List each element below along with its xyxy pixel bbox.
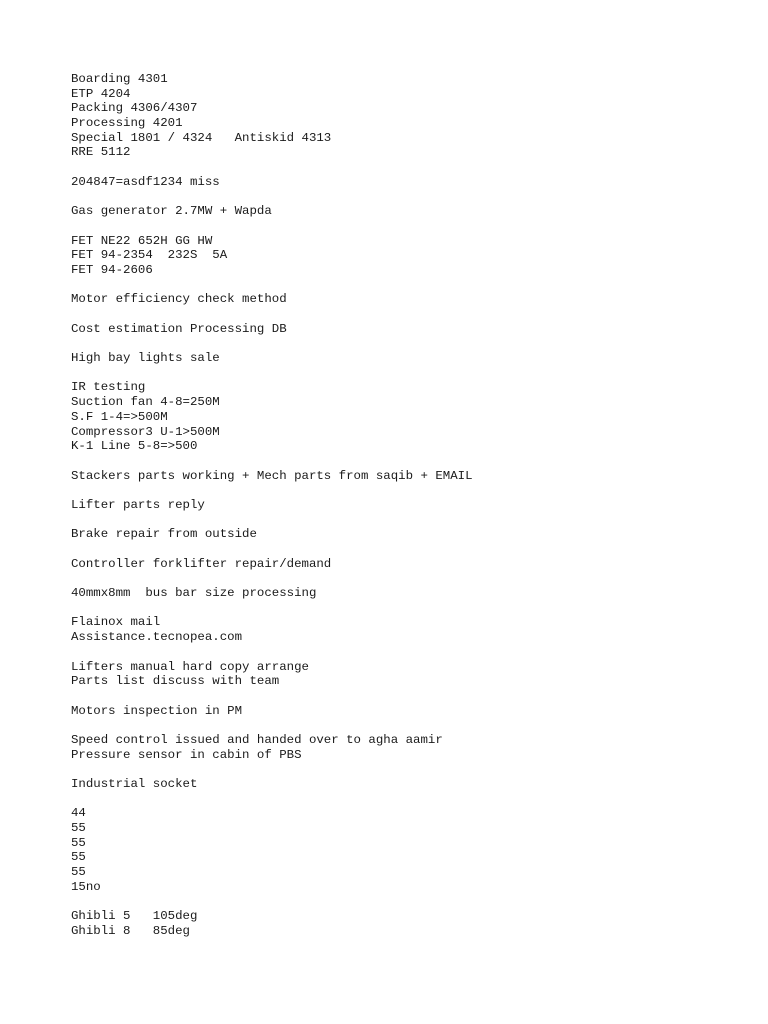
note-block-cost-estimation [71, 322, 731, 337]
note-block-industrial-socket [71, 777, 731, 792]
note-block-generator [71, 204, 731, 219]
note-block-motor-efficiency [71, 292, 731, 307]
note-line: RRE 5112 [71, 145, 131, 160]
note-block-departments [71, 72, 731, 160]
note-line: Flainox mail [71, 615, 161, 630]
note-block-credential [71, 175, 731, 190]
note-line: High bay lights sale [71, 351, 220, 366]
note-line: 15no [71, 879, 101, 894]
note-block-flainox [71, 615, 731, 644]
note-block-brake-repair [71, 527, 731, 542]
note-line: Special 1801 / 4324 Antiskid 4313 [71, 130, 332, 145]
note-line: 55 [71, 850, 86, 865]
note-line: 55 [71, 835, 86, 850]
note-line: Motor efficiency check method [71, 292, 287, 307]
note-line: Controller forklifter repair/demand [71, 556, 332, 571]
note-line: 44 [71, 806, 86, 821]
note-line: Ghibli 8 85deg [71, 923, 190, 938]
note-line: Boarding 4301 [71, 72, 168, 86]
note-block-ir-testing [71, 380, 731, 453]
note-line: Compressor3 U-1>500M [71, 424, 220, 439]
note-block-speed-control [71, 733, 731, 762]
note-line: Brake repair from outside [71, 527, 257, 542]
note-line: Lifters manual hard copy arrange [71, 659, 309, 674]
note-line: Industrial socket [71, 777, 198, 791]
document-page [71, 72, 731, 953]
note-line: Lifter parts reply [71, 497, 205, 512]
note-block-controller [71, 557, 731, 572]
note-block-lifters-manual [71, 660, 731, 689]
note-line: Parts list discuss with team [71, 674, 280, 689]
note-line: 55 [71, 865, 86, 880]
note-line: 204847=asdf1234 miss [71, 174, 220, 189]
note-line: ETP 4204 [71, 86, 131, 101]
note-line: FET 94-2606 [71, 262, 153, 277]
note-line: Motors inspection in PM [71, 703, 243, 718]
note-block-motors-inspection [71, 704, 731, 719]
note-line: FET NE22 652H GG HW [71, 233, 213, 248]
note-line: Stackers parts working + Mech parts from saqib + EMAIL [71, 468, 473, 483]
note-block-bus-bar [71, 586, 731, 601]
note-line: Gas generator 2.7MW + Wapda [71, 204, 272, 219]
note-line: S.F 1-4=>500M [71, 409, 168, 424]
note-line: IR testing [71, 380, 146, 395]
note-line: Speed control issued and handed over to agha aamir [71, 732, 443, 747]
note-line: Cost estimation Processing DB [71, 321, 287, 336]
note-block-high-bay-lights [71, 351, 731, 366]
note-line: Processing 4201 [71, 116, 183, 131]
note-line: Suction fan 4-8=250M [71, 395, 220, 410]
note-line: Assistance.tecnopea.com [71, 630, 243, 645]
note-block-counts [71, 806, 731, 894]
note-line: Pressure sensor in cabin of PBS [71, 747, 302, 762]
note-line: Ghibli 5 105deg [71, 909, 198, 924]
note-block-ghibli [71, 909, 731, 938]
note-block-lifter-parts [71, 498, 731, 513]
note-line: 55 [71, 821, 86, 836]
note-line: K-1 Line 5-8=>500 [71, 439, 198, 454]
note-block-fet [71, 234, 731, 278]
note-block-stackers [71, 469, 731, 484]
note-line: Packing 4306/4307 [71, 101, 198, 116]
note-line: FET 94-2354 232S 5A [71, 248, 228, 263]
note-line: 40mmx8mm bus bar size processing [71, 586, 317, 601]
